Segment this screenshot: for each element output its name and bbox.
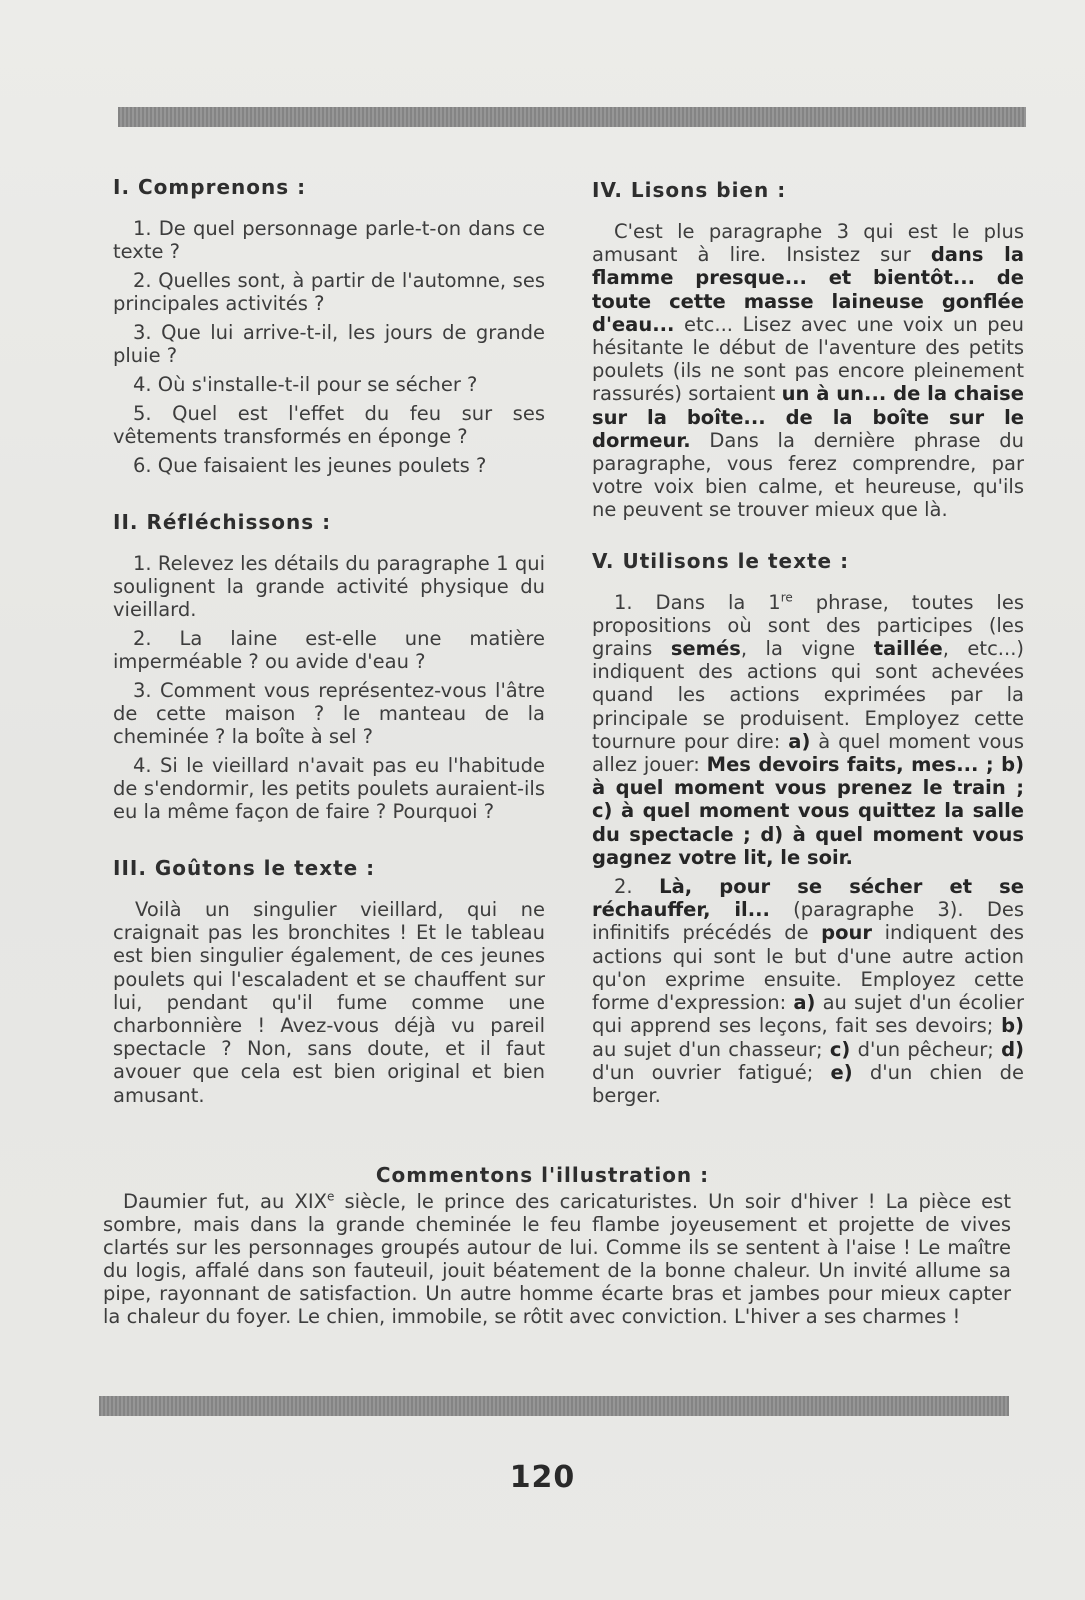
- left-column: [113, 175, 545, 1107]
- text-run: 1. Dans la 1: [614, 590, 781, 614]
- utilisons-question-1: [592, 591, 1024, 869]
- question-item: 1. De quel personnage parle-t-on dans ce texte ?: [113, 217, 545, 263]
- bold-run: dans la flamme presque... et bientôt... de toute cette masse laineuse gonflée d'eau...: [592, 243, 1024, 336]
- bottom-divider-bar: [99, 1396, 1009, 1416]
- text-run: à quel moment vous allez jouer:: [592, 729, 1024, 777]
- section-title-reflechissons: II. Réfléchissons :: [113, 510, 332, 534]
- lisons-paragraph: [592, 220, 1024, 522]
- right-column: [592, 178, 1024, 1107]
- bold-run: Là, pour se sécher et se réchauffer, il...: [592, 875, 1024, 922]
- superscript: e: [326, 1189, 335, 1204]
- question-item: 4. Où s'installe-t-il pour se sécher ?: [133, 373, 478, 396]
- goutons-paragraph: Voilà un singulier vieillard, qui ne craignait pas les bronchites ! Et le tableau est bien singulier également, de ces jeunes poulets qui l'escaladent et se chauffent sur lui, pendant qu'il fume comme une charbonnière ! Avez-vous déjà vu pareil spectacle ? Non, sans doute, et il faut avouer que cela est bien original et bien amusant.: [113, 898, 545, 1107]
- superscript: re: [780, 590, 793, 605]
- bold-run: a): [788, 729, 811, 753]
- text-run: C'est le paragraphe 3 qui est le plus amusant à lire. Insistez sur: [592, 220, 1024, 267]
- bold-run: b): [1001, 1014, 1024, 1038]
- bold-run: pour: [821, 921, 873, 945]
- question-item: 4. Si le vieillard n'avait pas eu l'habitude de s'endormir, les petits poulets auraient-ils eu la même façon de faire ? Pourquoi ?: [113, 754, 545, 823]
- text-run: indiquent des actions qui sont le but d'une autre action qu'on exprime ensuite. Employez cette forme d'expression:: [592, 921, 1024, 1015]
- question-item: 6. Que faisaient les jeunes poulets ?: [133, 454, 487, 477]
- text-run: , etc...) indiquent des actions qui sont achevées quand les actions exprimées par la principale se produisent. Employez cette tournure pour dire:: [592, 637, 1024, 753]
- text-run: d'un chien de berger.: [592, 1060, 1024, 1107]
- text-run: phrase, toutes les propositions où sont des participes (les grains: [592, 590, 1024, 661]
- bold-run: semés: [670, 637, 741, 661]
- text-run: Dans la dernière phrase du paragraphe, vous ferez comprendre, par votre voix bien calme, et heureuse, qu'ils ne peuvent se trouver mieux que là.: [592, 428, 1024, 522]
- question-item: 2. Quelles sont, à partir de l'automne, ses principales activités ?: [113, 269, 545, 315]
- page-number: 120: [509, 1460, 576, 1495]
- bold-run: Mes devoirs faits, mes... ; b) à quel moment vous prenez le train ; c) à quel moment vous quittez la salle du spectacle ; d) à quel moment vous gagnez votre lit, le soir.: [592, 753, 1024, 869]
- top-divider-bar: [118, 107, 1026, 127]
- utilisons-question-2: [592, 875, 1024, 1107]
- question-list-reflechissons: [113, 552, 545, 823]
- text-run: etc... Lisez avec une voix un peu hésitante le début de l'aventure des petits poulets (ils ne sont pas encore pleinement rassurés) sortaient: [592, 312, 1024, 406]
- section-title-comprenons: I. Comprenons :: [113, 175, 307, 199]
- question-item: 5. Quel est l'effet du feu sur ses vêtements transformés en éponge ?: [113, 402, 545, 448]
- illustration-paragraph: [103, 1190, 1011, 1328]
- text-run: 2.: [614, 875, 660, 899]
- text-run: Daumier fut, au XIX: [123, 1190, 327, 1213]
- question-item: 1. Relevez les détails du paragraphe 1 qui soulignent la grande activité physique du vieillard.: [113, 552, 545, 621]
- bold-run: a): [793, 991, 816, 1015]
- bold-run: e): [830, 1060, 853, 1084]
- question-list-comprenons: [113, 217, 545, 477]
- section-title-lisons: IV. Lisons bien :: [592, 178, 787, 202]
- section-title-utilisons: V. Utilisons le texte :: [592, 548, 850, 573]
- illustration-title: Commentons l'illustration :: [375, 1163, 710, 1187]
- bold-run: c): [829, 1037, 851, 1061]
- text-run: d'un ouvrier fatigué;: [592, 1060, 831, 1084]
- question-item: 2. La laine est-elle une matière imperméable ? ou avide d'eau ?: [113, 627, 545, 673]
- text-run: au sujet d'un écolier qui apprend ses leçons, fait ses devoirs;: [592, 991, 1024, 1038]
- question-item: 3. Comment vous représentez-vous l'âtre de cette maison ? le manteau de la cheminée ? la boîte à sel ?: [113, 679, 545, 748]
- bold-run: un à un... de la chaise sur la boîte... de la boîte sur le dormeur.: [592, 382, 1025, 452]
- text-run: d'un pêcheur;: [850, 1037, 1002, 1061]
- question-item: 3. Que lui arrive-t-il, les jours de grande pluie ?: [113, 321, 545, 367]
- text-run: , la vigne: [740, 637, 874, 661]
- text-run: siècle, le prince des caricaturistes. Un soir d'hiver ! La pièce est sombre, mais dans la grande cheminée le feu flambe joyeusement et projette de vives clartés sur les personnages groupés autour de lui. Comme ils se sentent à l'aise ! Le maître du logis, affalé dans son fauteuil, jouit béatement de la bonne chaleur. Un invité allume sa pipe, rayonnant de satisfaction. Un autre homme écarte bras et jambes pour mieux capter la chaleur du foyer. Le chien, immobile, se rôtit avec conviction. L'hiver a ses charmes !: [103, 1190, 1011, 1328]
- bold-run: d): [1001, 1037, 1024, 1061]
- text-run: (paragraphe 3). Des infinitifs précédés de: [592, 898, 1024, 945]
- bold-run: taillée: [873, 637, 943, 661]
- section-title-goutons: III. Goûtons le texte :: [113, 856, 376, 880]
- text-run: au sujet d'un chasseur;: [592, 1037, 830, 1061]
